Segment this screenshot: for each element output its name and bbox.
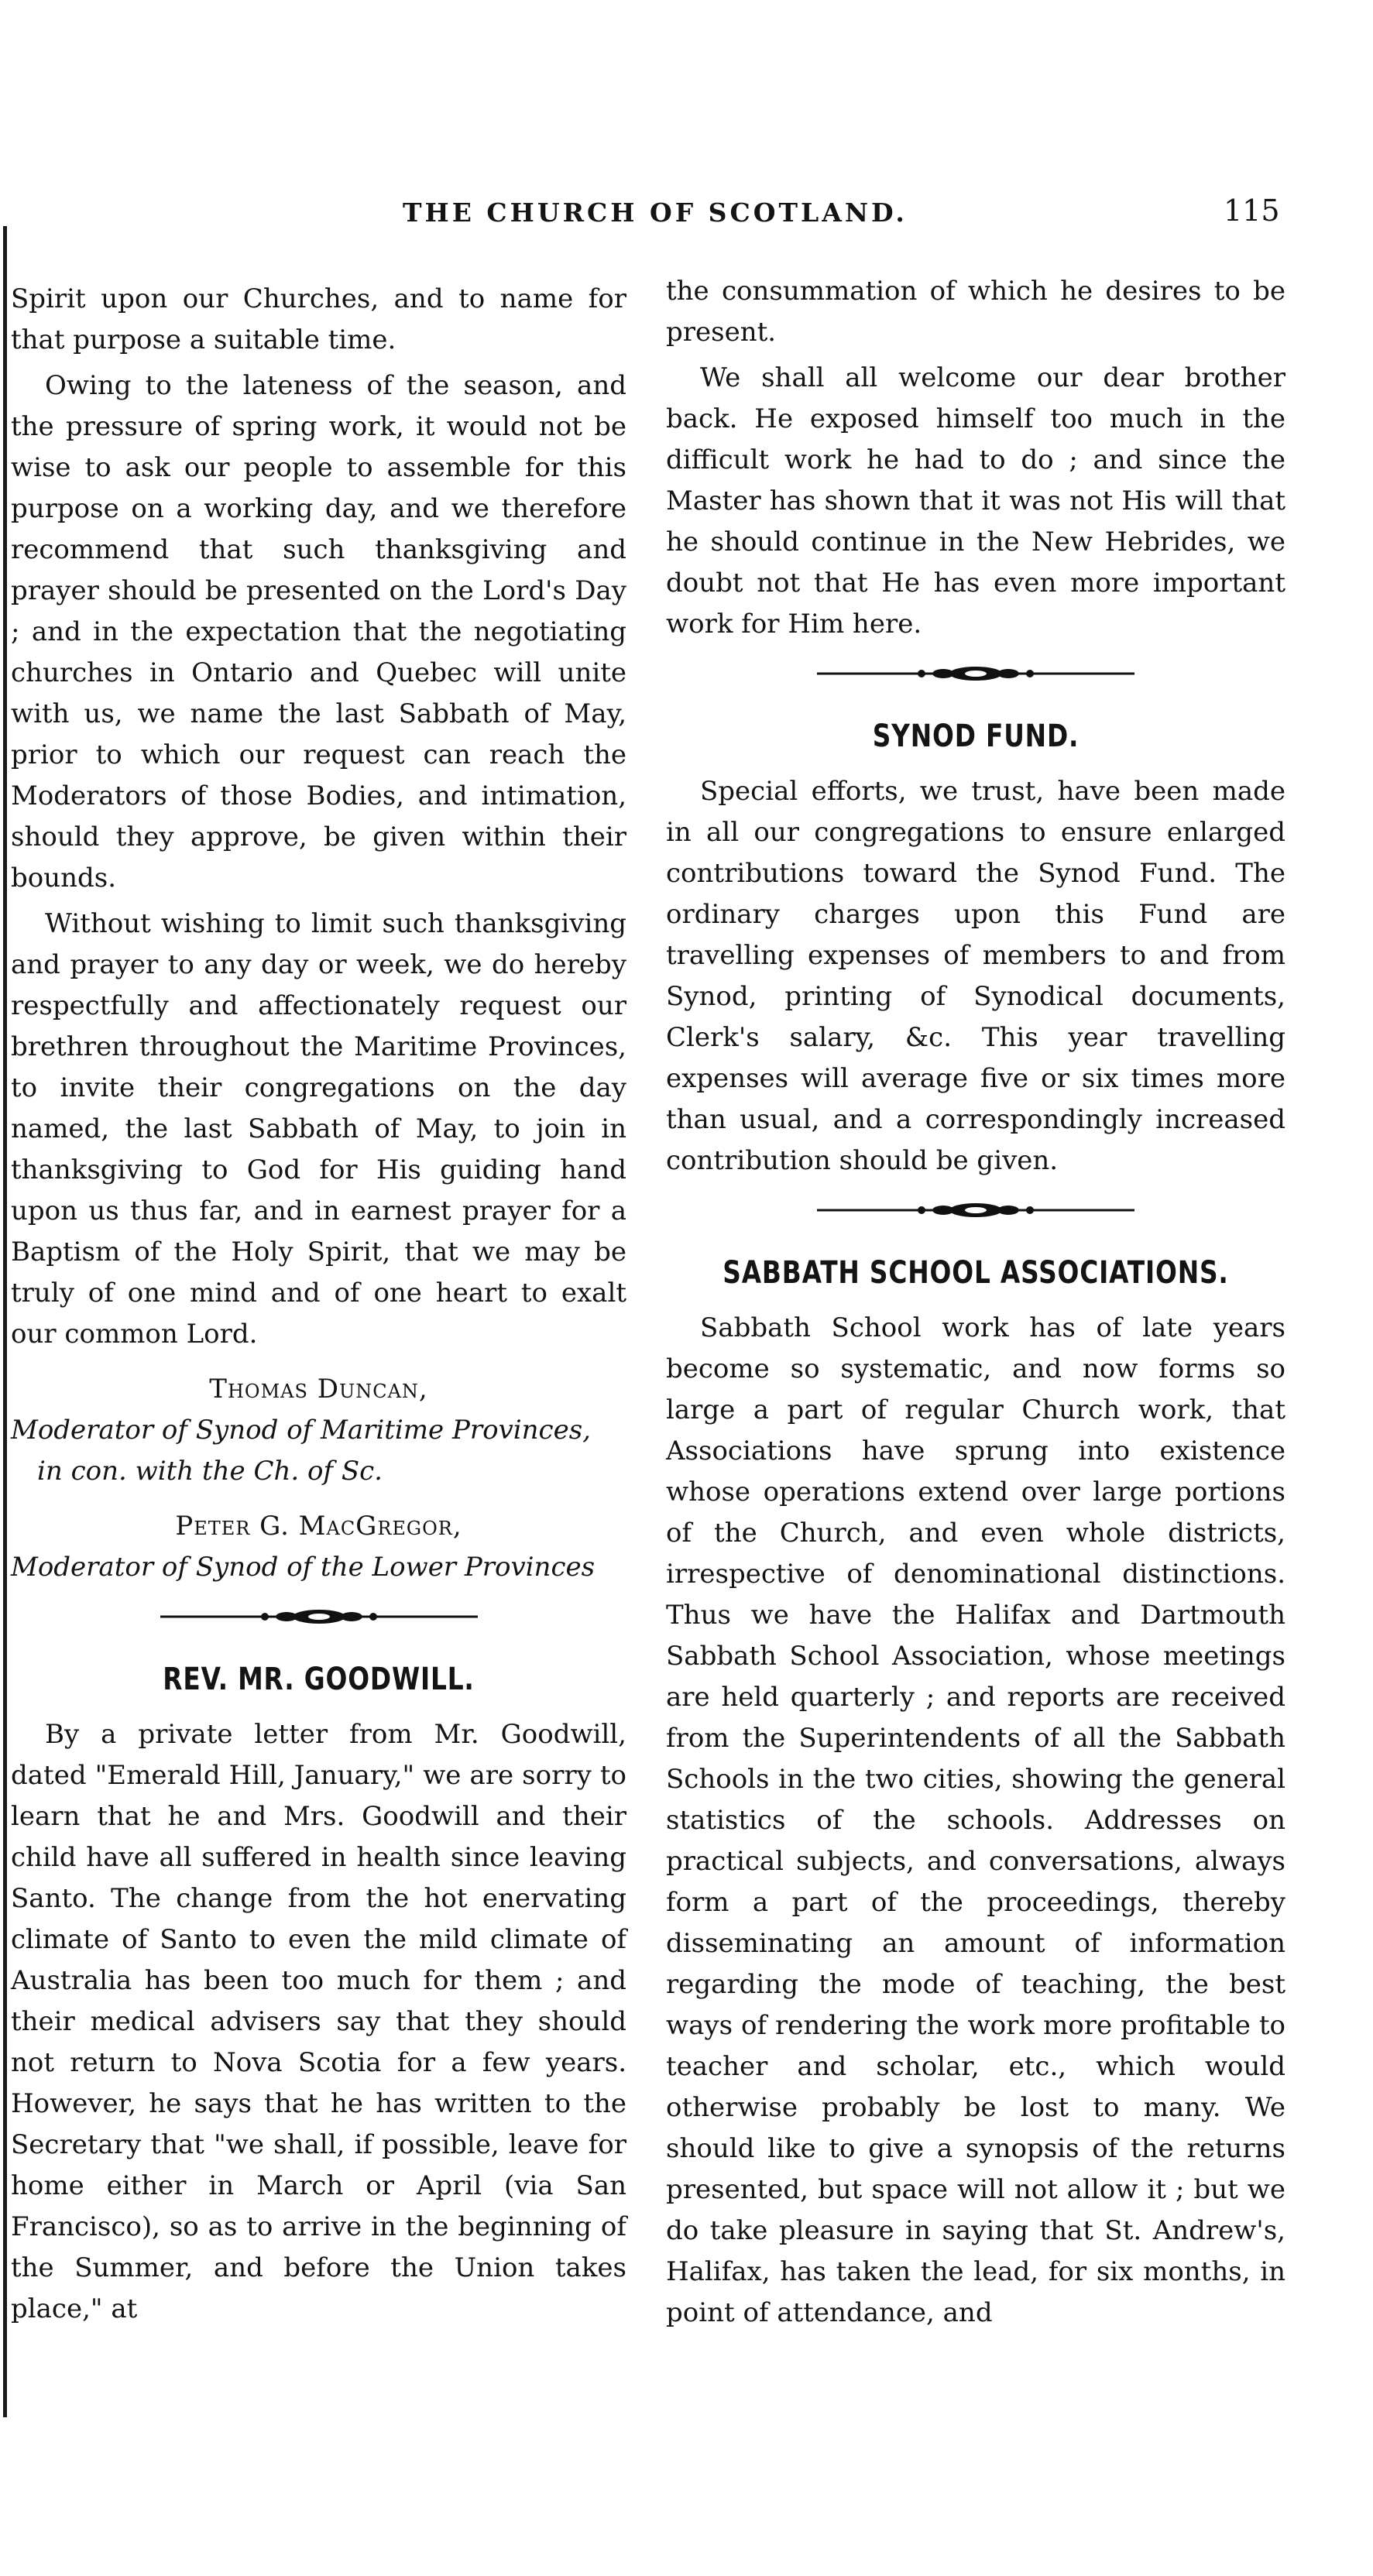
signature-name: Thomas Duncan, xyxy=(209,1374,428,1405)
paragraph: Special efforts, we trust, have been made in all our congregations to ensure enlarged contributions toward the Synod Fund. The ordinary charges upon this Fund are travelling expenses of members to and from Synod, printing of Synodical documents, Clerk's salary, &c. This year travelling expenses will average five or six times more than usual, and a correspondingly increased contribution should be given. xyxy=(666,776,1285,1176)
paragraph: Spirit upon our Churches, and to name for that purpose a suitable time. xyxy=(11,283,626,355)
signature-title: in con. with the Ch. of Sc. xyxy=(37,1456,383,1487)
ornamental-divider-icon xyxy=(813,662,1138,685)
ornamental-divider-icon xyxy=(156,1605,482,1628)
signature-name: Peter G. MacGregor, xyxy=(175,1511,462,1542)
paragraph: Without wishing to limit such thanksgiving and prayer to any day or week, we do hereby respectfully and affectionately request our brethren throughout the Maritime Provinces, to invite their congregations on the day named, the last Sabbath of May, to join in thanksgiving to God for His guiding hand upon us thus far, and in earnest prayer for a Baptism of the Holy Spirit, that we may be truly of one mind and of one heart to exalt our common Lord. xyxy=(11,908,626,1350)
right-column xyxy=(666,271,1285,2338)
section-heading: REV. MR. GOODWILL. xyxy=(163,1662,475,1697)
paragraph: Sabbath School work has of late years become so systematic, and now forms so large a part of regular Church work, that Associations have sprung into existence whose operations extend over large portions of the Church, and even whole districts, irrespective of denominational distinctions. Thus we have the Halifax and Dartmouth Sabbath School Association, whose meetings are held quarterly ; and reports are received from the Superintendents of all the Sabbath Schools in the two cities, showing the general statistics of the schools. Addresses on practical subjects, and conversations, always form a part of the proceedings, thereby disseminating an amount of information regarding the mode of teaching, the best ways of rendering the work more profitable to teacher and scholar, etc., which would otherwise probably be lost to many. We should like to give a synopsis of the returns presented, but space will not allow it ; but we do take pleasure in saying that St. Andrew's, Halifax, has taken the lead, for six months, in point of attendance, and xyxy=(666,1312,1285,2328)
margin-rule xyxy=(3,226,7,2417)
paragraph: the consummation of which he desires to be present. xyxy=(666,276,1285,348)
ornamental-divider-icon xyxy=(813,1199,1138,1222)
page-number: 115 xyxy=(1224,194,1280,228)
paragraph: Owing to the lateness of the season, and the pressure of spring work, it would not be wise to ask our people to assemble for this purpose on a working day, and we therefore recommend that such thanksgiving and prayer should be presented on the Lord's Day ; and in the expectation that the negotiating churches in Ontario and Quebec will unite with us, we name the last Sabbath of May, prior to which our request can reach the Moderators of those Bodies, and intimation, should they approve, be given within their bounds. xyxy=(11,370,626,894)
paragraph: We shall all welcome our dear brother back. He exposed himself too much in the difficult work he had to do ; and since the Master has shown that it was not His will that he should continue in the New Hebrides, we doubt not that He has even more important work for Him here. xyxy=(666,362,1285,640)
left-column xyxy=(11,279,626,2334)
section-heading: SYNOD FUND. xyxy=(872,719,1080,754)
running-title: THE CHURCH OF SCOTLAND. xyxy=(403,197,908,228)
signature-title: Moderator of Synod of Maritime Provinces, xyxy=(11,1415,591,1446)
paragraph: By a private letter from Mr. Goodwill, dated "Emerald Hill, January," we are sorry to learn that he and Mrs. Goodwill and their child have all suffered in health since leaving Santo. The change from the hot enervating climate of Santo to even the mild climate of Australia has been too much for them ; and their medical advisers say that they should not return to Nova Scotia for a few years. However, he says that he has written to the Secretary that "we shall, if possible, leave for home either in March or April (via San Francisco), so as to arrive in the beginning of the Summer, and before the Union takes place," at xyxy=(11,1719,626,2324)
signature-title: Moderator of Synod of the Lower Provinces xyxy=(11,1552,596,1583)
section-heading: SABBATH SCHOOL ASSOCIATIONS. xyxy=(723,1255,1229,1291)
